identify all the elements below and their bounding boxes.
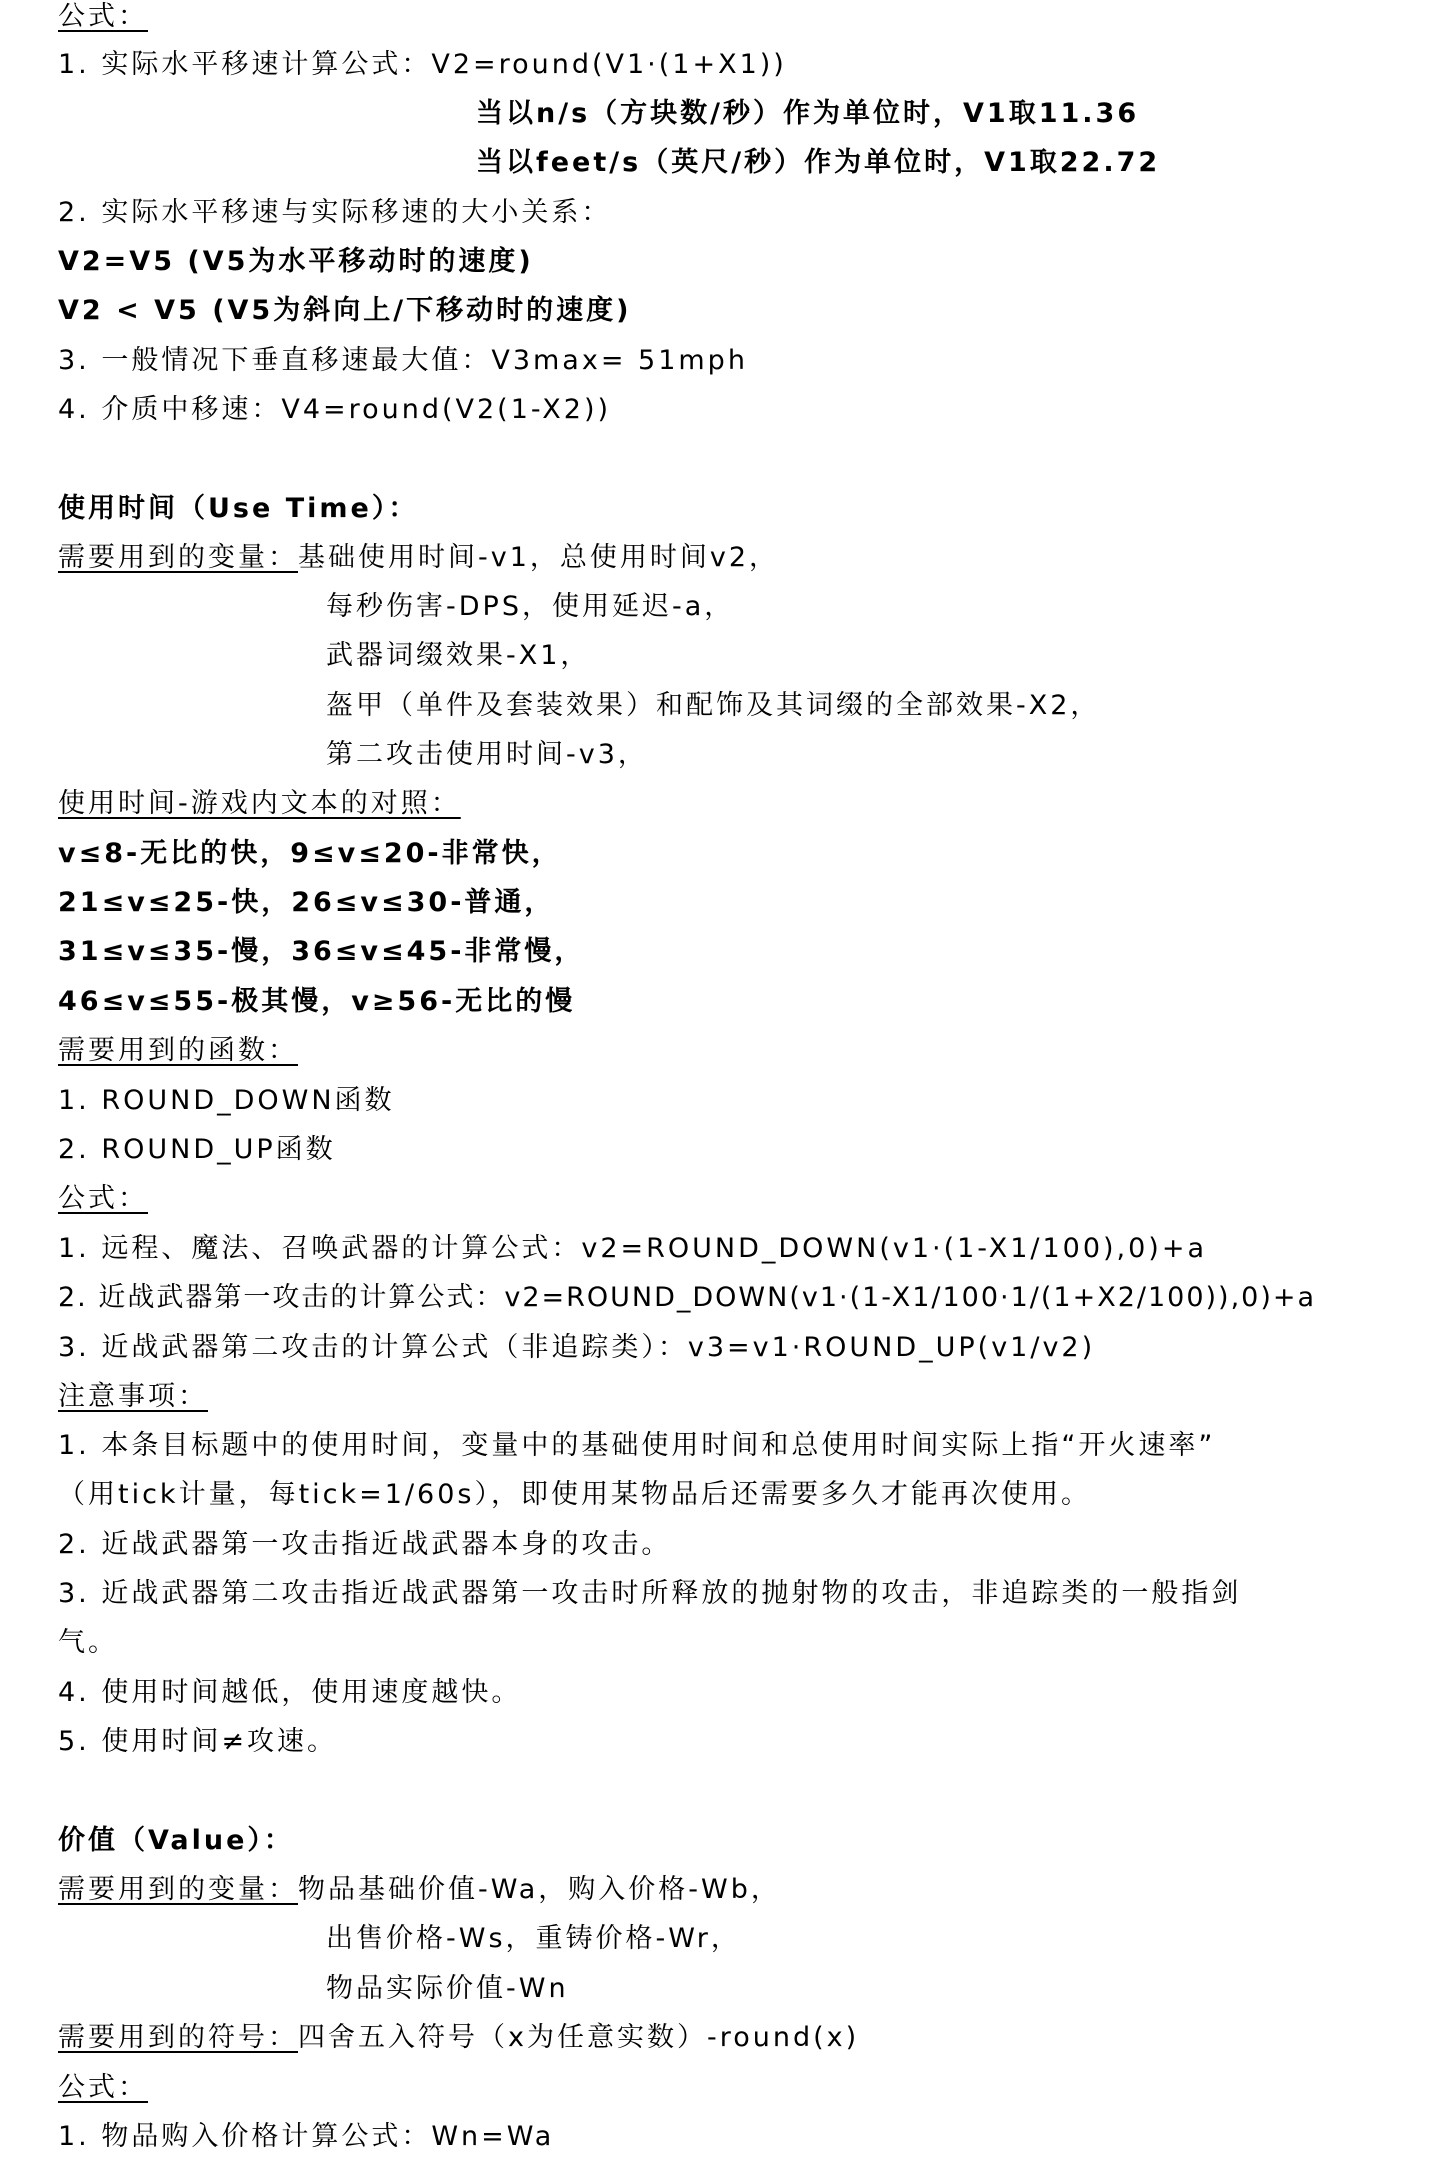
use-time-mapping-1: v≤8-无比的快，9≤v≤20-非常快， [58,838,562,869]
speed-item-2: 2. 实际水平移速与实际移速的大小关系： [58,197,612,228]
use-time-heading: 使用时间（Use Time）： [58,493,419,524]
use-time-note-1a: 1. 本条目标题中的使用时间，变量中的基础使用时间和总使用时间实际上指“开火速率” [58,1430,1216,1461]
use-time-vars-3: 武器词缀效果-X1， [326,640,591,671]
formula-heading: 公式： [58,1,148,32]
value-vars-label: 需要用到的变量： [58,1874,298,1905]
use-time-vars-2: 每秒伤害-DPS，使用延迟-a， [326,591,735,622]
speed-item-3: 3. 一般情况下垂直移速最大值：V3max= 51mph [58,345,748,376]
value-formula-label: 公式： [58,2072,148,2103]
use-time-mapping-3: 31≤v≤35-慢，36≤v≤45-非常慢， [58,936,585,967]
use-time-mapping-4: 46≤v≤55-极其慢，v≥56-无比的慢 [58,986,576,1017]
use-time-formula-label: 公式： [58,1183,148,1214]
use-time-mapping-label: 使用时间-游戏内文本的对照： [58,788,461,819]
use-time-note-5: 5. 使用时间≠攻速。 [58,1726,337,1757]
speed-item-1-note-b: 当以feet/s（英尺/秒）作为单位时，V1取22.72 [476,147,1161,178]
use-time-note-1b: （用tick计量，每tick=1/60s），即使用某物品后还需要多久才能再次使用。 [58,1479,1091,1510]
value-vars-2: 出售价格-Ws，重铸价格-Wr， [326,1923,741,1954]
value-vars-3: 物品实际价值-Wn [326,1973,569,2004]
use-time-note-3b: 气。 [58,1627,118,1658]
use-time-vars-1: 基础使用时间-v1，总使用时间v2， [298,542,780,573]
use-time-note-3a: 3. 近战武器第二攻击指近战武器第一攻击时所释放的抛射物的攻击，非追踪类的一般指剑 [58,1578,1242,1609]
use-time-note-2: 2. 近战武器第一攻击指近战武器本身的攻击。 [58,1529,672,1560]
speed-relation-a: V2=V5 (V5为水平移动时的速度) [58,246,534,277]
use-time-mapping-2: 21≤v≤25-快，26≤v≤30-普通， [58,887,555,918]
value-symbols-label: 需要用到的符号： [58,2022,298,2053]
value-heading: 价值（Value）： [58,1825,294,1856]
use-time-formula-2: 2. 近战武器第一攻击的计算公式：v2=ROUND_DOWN(v1·(1-X1/100·1/(1+X2/100)),0)+a [58,1282,1317,1313]
use-time-vars-label: 需要用到的变量： [58,542,298,573]
use-time-vars-5: 第二攻击使用时间-v3， [326,739,648,770]
use-time-func-1: 1. ROUND_DOWN函数 [58,1085,395,1116]
value-symbols-row [58,2021,859,2055]
use-time-formula-1: 1. 远程、魔法、召唤武器的计算公式：v2=ROUND_DOWN(v1·(1-X1/100),0)+a [58,1233,1208,1264]
use-time-note-4: 4. 使用时间越低，使用速度越快。 [58,1677,522,1708]
value-vars-row-1 [58,1873,781,1907]
value-vars-1: 物品基础价值-Wa，购入价格-Wb， [298,1874,781,1905]
use-time-funcs-label: 需要用到的函数： [58,1035,298,1066]
use-time-formula-3: 3. 近战武器第二攻击的计算公式（非追踪类）：v3=v1·ROUND_UP(v1/v2) [58,1332,1096,1363]
use-time-func-2: 2. ROUND_UP函数 [58,1134,336,1165]
use-time-notes-label: 注意事项： [58,1381,208,1412]
value-symbols-text: 四舍五入符号（x为任意实数）-round(x) [298,2022,860,2053]
speed-item-1: 1. 实际水平移速计算公式：V2=round(V1·(1+X1)) [58,49,787,80]
speed-item-4: 4. 介质中移速：V4=round(V2(1-X2)) [58,394,612,425]
value-formula-1: 1. 物品购入价格计算公式：Wn=Wa [58,2121,555,2152]
use-time-vars-4: 盔甲（单件及套装效果）和配饰及其词缀的全部效果-X2， [326,690,1101,721]
use-time-vars-row-1 [58,541,779,575]
speed-item-1-note-a: 当以n/s（方块数/秒）作为单位时，V1取11.36 [476,98,1140,129]
speed-relation-b: V2 < V5 (V5为斜向上/下移动时的速度) [58,295,632,326]
